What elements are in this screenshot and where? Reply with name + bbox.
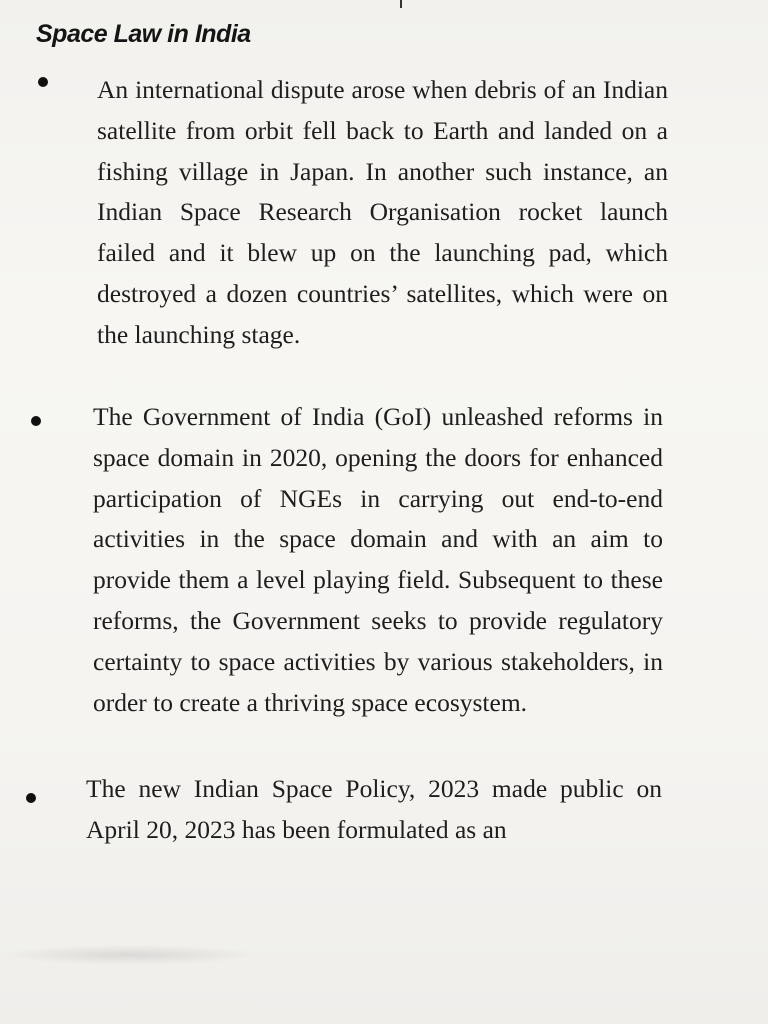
paper-smudge xyxy=(0,945,260,965)
bullet-icon xyxy=(26,793,36,803)
bullet-paragraph: The new Indian Space Policy, 2023 made public on April 20, 2023 has been formulated as an xyxy=(86,774,662,844)
page-edge-mark xyxy=(400,0,402,8)
section-heading: Space Law in India xyxy=(36,20,251,48)
bullet-icon xyxy=(38,77,48,87)
bullet-paragraph: The Government of India (GoI) unleashed reforms in space domain in 2020, opening the doors for enhanced participation of NGEs in carrying out end-to-end activities in the space domain and with an aim to provide them a level playing field. Subsequent to these reforms, the Government seeks to provide regulatory certainty to space activities by various stakeholders, in order to create a thriving space ecosystem. xyxy=(93,402,663,717)
bullet-icon xyxy=(31,416,41,426)
bullet-paragraph: An international dispute arose when debris of an Indian satellite from orbit fell back to Earth and landed on a fishing village in Japan. In another such instance, an Indian Space Research Organisation rocket launch failed and it blew up on the launching pad, which destroyed a dozen countries’ satellites, which were on the launching stage. xyxy=(97,75,668,349)
